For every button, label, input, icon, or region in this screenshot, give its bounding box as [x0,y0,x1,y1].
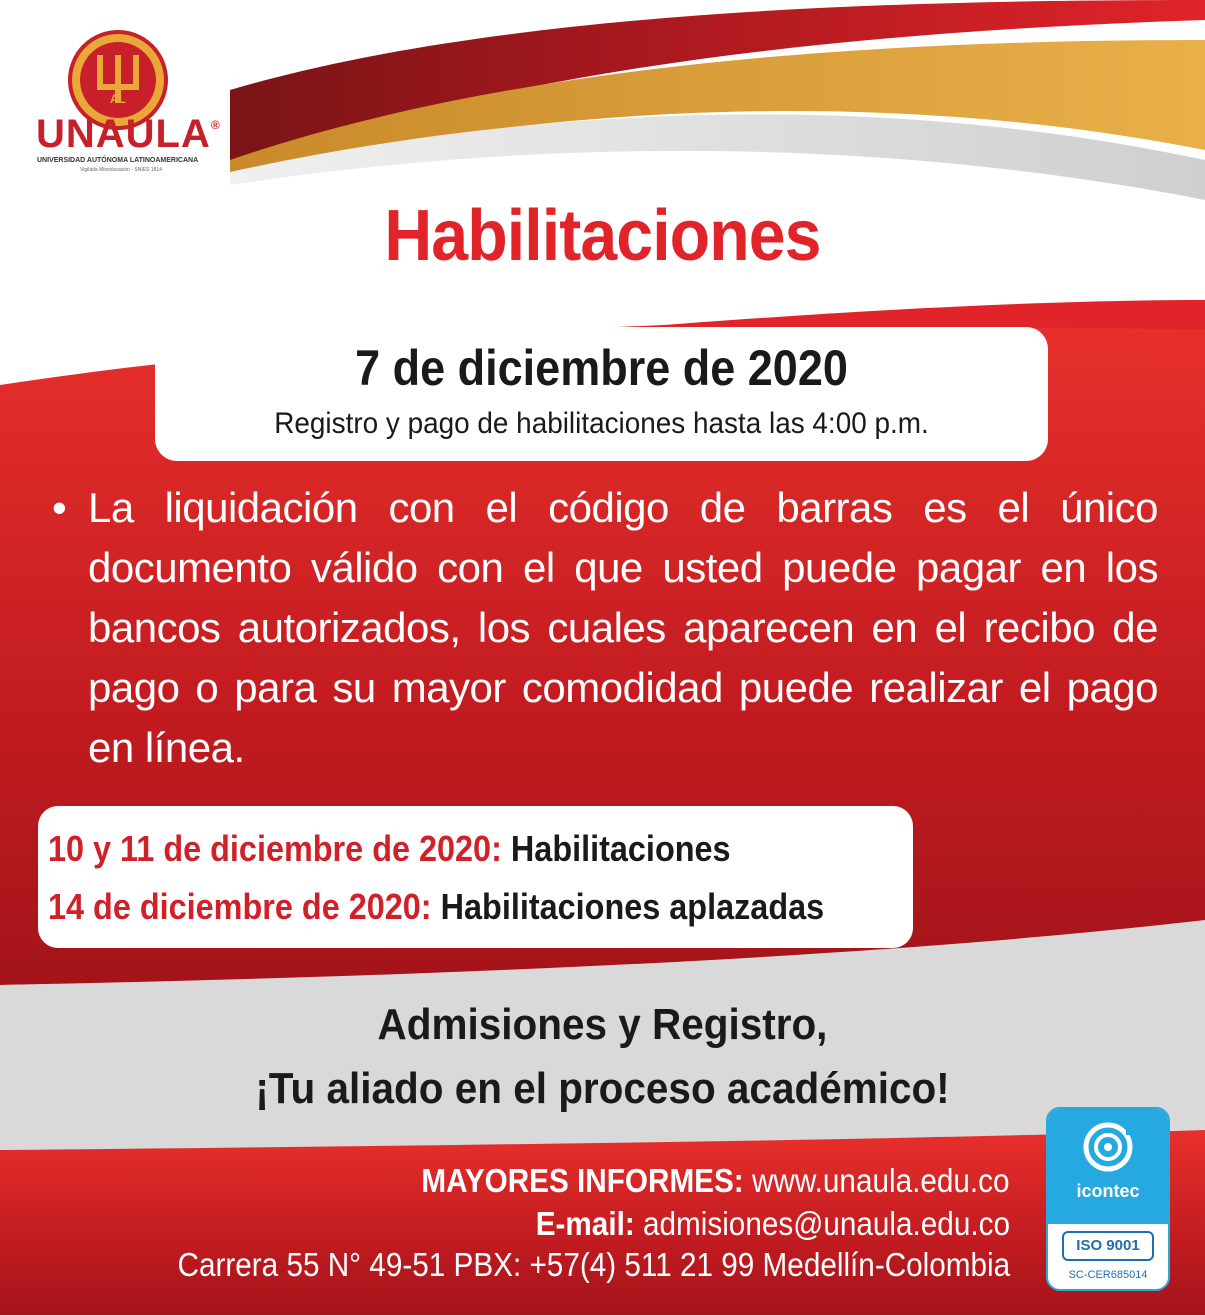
icontec-header [1048,1109,1168,1224]
footer-website[interactable]: www.unaula.edu.co [752,1162,1010,1199]
iso-badge: ISO 9001 [1062,1231,1154,1261]
footer-email-label: E-mail: [535,1205,635,1242]
logo-tagline: Vigilada Mineducación - SNIES 1814 [80,167,162,173]
footer-address: Carrera 55 N° 49-51 PBX: +57(4) 511 21 99 Medellín-Colombia [177,1246,1010,1283]
body-paragraph: La liquidación con el código de barras es el único documento válido con el que usted puede pagar en los bancos autorizados, los cuales aparecen en el recibo de pago o para su mayor comodidad puede realizar el pago en línea. [88,484,1158,771]
certificate-code: SC-CER685014 [1068,1269,1148,1281]
icontec-icon [1048,1109,1168,1179]
dates-box [38,806,913,948]
logo-subtitle: UNIVERSIDAD AUTÓNOMA LATINOAMERICANA [37,157,199,164]
date-subtitle: Registro y pago de habilitaciones hasta las 4:00 p.m. [274,407,929,440]
date-line-date: 10 y 11 de diciembre de 2020: [48,828,502,869]
slogan-line-1: Admisiones y Registro, [377,1000,828,1049]
footer-email-address[interactable]: admisiones@unaula.edu.co [643,1205,1010,1242]
date-line [48,886,824,928]
logo-wordmark: UNAULA® [36,112,221,156]
date-line-label: Habilitaciones [510,828,731,869]
date-box [155,327,1048,461]
icontec-certification [1046,1107,1170,1291]
date-line [48,828,731,870]
footer-email [536,1205,1010,1243]
date-heading: 7 de diciembre de 2020 [355,340,848,396]
date-line-date: 14 de diciembre de 2020: [48,886,432,927]
icontec-name: icontec [1076,1181,1140,1201]
bullet-marker: • [52,484,67,531]
date-line-label: Habilitaciones aplazadas [440,886,825,927]
slogan-line-2: ¡Tu aliado en el proceso académico! [255,1064,950,1113]
footer-info [422,1162,1010,1200]
footer-info-label: MAYORES INFORMES: [421,1162,745,1199]
page-title: Habilitaciones [384,196,821,276]
logo-badge-text: AL [110,92,126,106]
